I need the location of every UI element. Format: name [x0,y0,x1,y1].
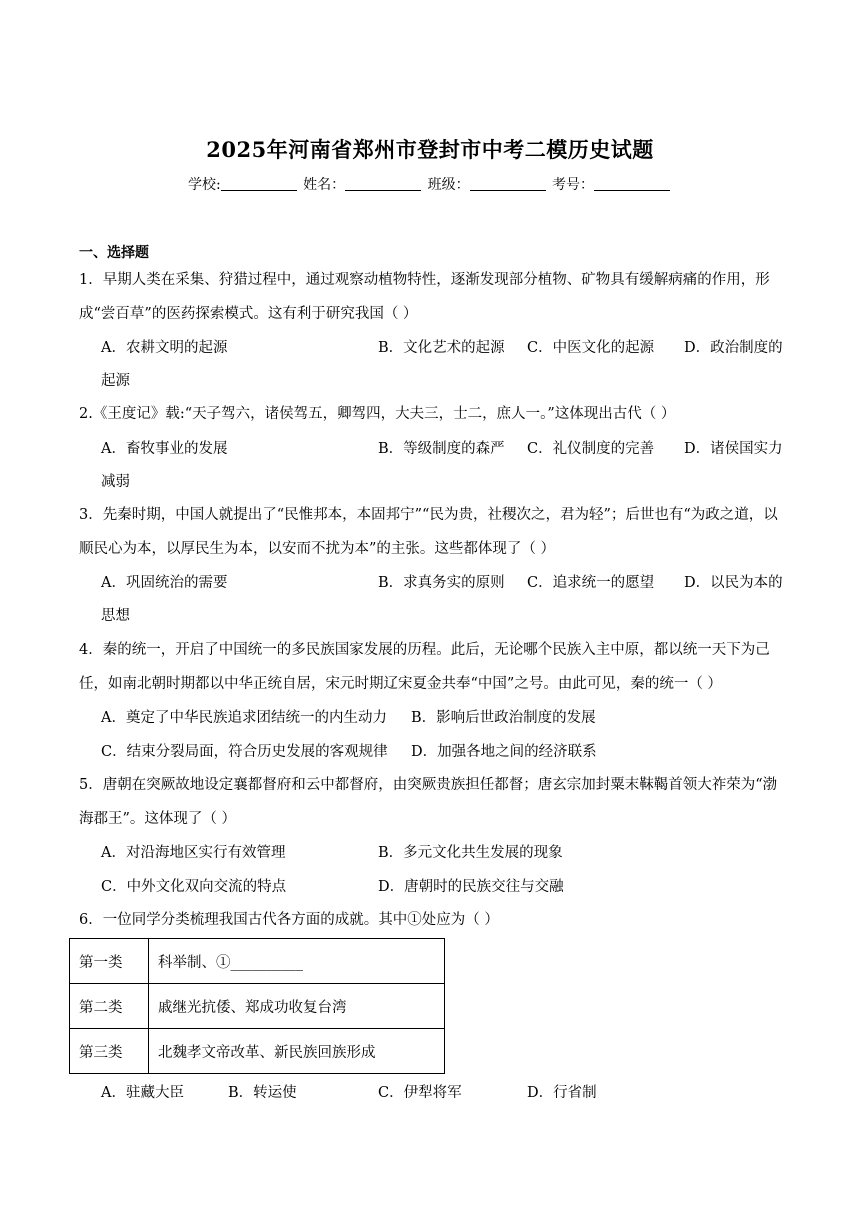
class-label: 班级： [427,177,470,193]
question-6-option-d: D．行省制 [527,1085,597,1101]
question-3-option-b: B．求真务实的原则 [378,575,505,591]
student-info-line [0,174,860,194]
section-heading: 一、选择题 [79,245,149,261]
question-1-option-b: B．文化艺术的起源 [378,340,505,356]
school-label: 学校: [187,177,221,193]
question-5-option-a: A．对沿海地区实行有效管理 [101,845,286,861]
question-4-option-b: B．影响后世政治制度的发展 [411,710,596,726]
table-cell-category: 第三类 [70,1029,149,1074]
number-label: 考号： [552,177,595,193]
number-blank [594,176,670,191]
question-1-stem: 1．早期人类在采集、狩猎过程中，通过观察动植物特性，逐渐发现部分植物、矿物具有缓解病痛的作用，形成“尝百草”的医药探索模式。这有利于研究我国（ ） [79,272,770,322]
question-6-option-a: A．驻藏大臣 [101,1085,184,1101]
question-2-option-d-continuation: 减弱 [101,474,130,490]
question-1-option-a: A．农耕文明的起源 [101,340,228,356]
classification-table [69,938,445,1074]
table-cell-content: 戚继光抗倭、郑成功收复台湾 [149,984,445,1029]
question-3-option-d: D．以民为本的 [684,575,783,591]
question-3-option-a: A．巩固统治的需要 [101,575,228,591]
exam-title: 2025年河南省郑州市登封市中考二模历史试题 [206,137,654,162]
school-blank [221,176,297,191]
question-5-option-b: B．多元文化共生发展的现象 [378,845,563,861]
question-4-option-c: C．结束分裂局面，符合历史发展的客观规律 [101,744,388,760]
question-1-option-c: C．中医文化的起源 [527,340,655,356]
question-4-stem: 4．秦的统一，开启了中国统一的多民族国家发展的历程。此后，无论哪个民族入主中原，都以统一天下为己任，如南北朝时期都以中华正统自居，宋元时期辽宋夏金共奉“中国”之号。由此可见，秦的统一（ ） [79,642,770,692]
name-label: 姓名： [303,177,346,193]
question-5-option-c: C．中外文化双向交流的特点 [101,879,287,895]
question-6-stem: 6．一位同学分类梳理我国古代各方面的成就。其中①处应为（ ） [79,912,499,928]
table-cell-content: 北魏孝文帝改革、新民族回族形成 [149,1029,445,1074]
table-row [70,984,445,1029]
question-5-stem: 5．唐朝在突厥故地设定襄都督府和云中都督府，由突厥贵族担任都督；唐玄宗加封粟末靺鞨首领大祚荣为“渤海郡王”。这体现了（ ） [79,777,778,827]
table-cell-category: 第二类 [70,984,149,1029]
question-3-option-c: C．追求统一的愿望 [527,575,655,591]
question-2-option-c: C．礼仪制度的完善 [527,441,655,457]
table-cell-content: 科举制、①__________ [149,939,445,984]
table-row [70,1029,445,1074]
question-1-option-d-continuation: 起源 [101,373,130,389]
name-blank [345,176,421,191]
question-6-option-c: C．伊犁将军 [378,1085,462,1101]
question-1-option-d: D．政治制度的 [684,340,783,356]
question-5-option-d: D．唐朝时的民族交往与交融 [378,879,564,895]
question-2-option-a: A．畜牧事业的发展 [101,441,228,457]
question-4-option-d: D．加强各地之间的经济联系 [411,744,597,760]
question-3-option-d-continuation: 思想 [101,608,130,624]
table-cell-category: 第一类 [70,939,149,984]
question-3-stem: 3．先秦时期，中国人就提出了“民惟邦本，本固邦宁”“民为贵，社稷次之，君为轻”；后世也有“为政之道，以顺民心为本，以厚民生为本，以安而不扰为本”的主张。这些都体现了（ ） [79,507,778,557]
question-4-option-a: A．奠定了中华民族追求团结统一的内生动力 [101,710,387,726]
question-2-option-d: D．诸侯国实力 [684,441,783,457]
table-row [70,939,445,984]
question-6-option-b: B．转运使 [228,1085,297,1101]
class-blank [470,176,546,191]
question-2-option-b: B．等级制度的森严 [378,441,505,457]
question-2-stem: 2.《王度记》载:“天子驾六，诸侯驾五，卿驾四，大夫三，士二，庶人一。”这体现出古代（ ） [79,406,676,422]
